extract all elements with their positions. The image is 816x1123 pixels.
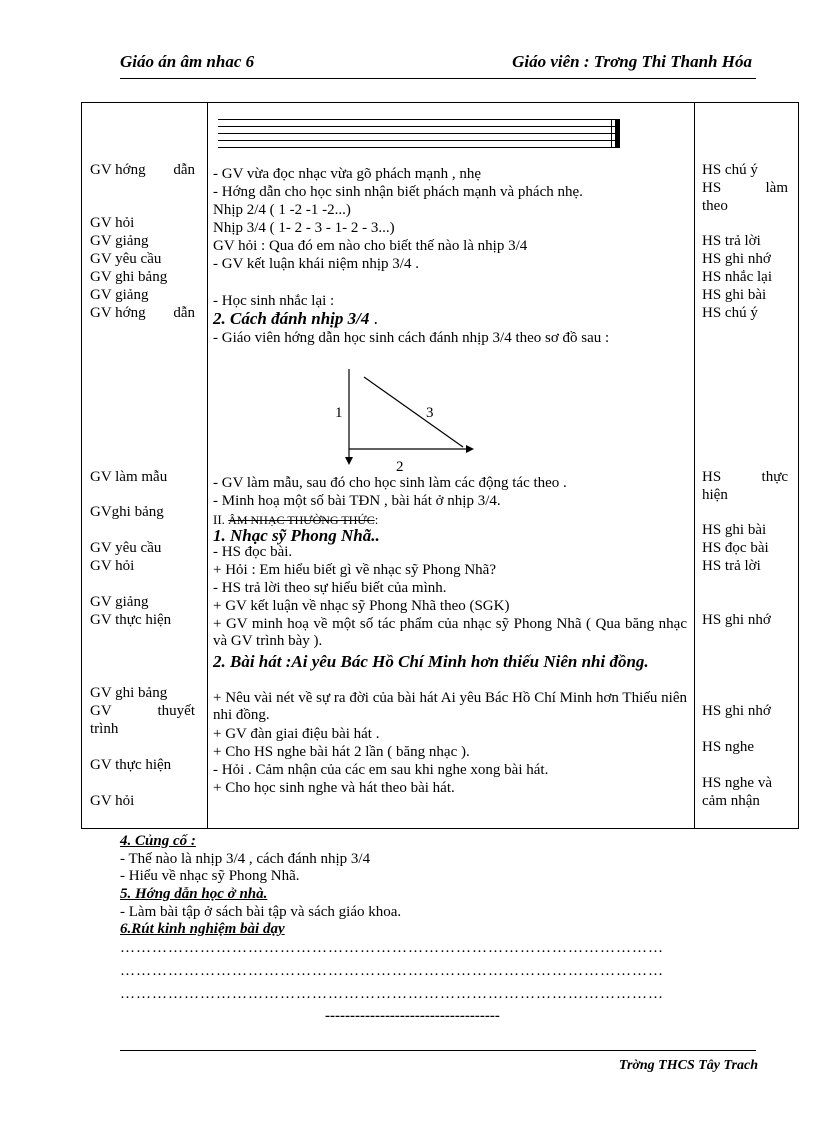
col1-trinh: trình [90,721,119,737]
col3-ghi-bai-2: HS ghi bài [702,522,767,538]
content-line-8: - Giáo viên hớng dẫn học sinh cách đánh nhịp 3/4 theo sơ đồ sau : [213,330,610,346]
content-line-9: - GV làm mẫu, sau đó cho học sinh làm các động tác theo . [213,475,567,491]
content-line-19: - Hỏi . Cảm nhận của các em sau khi nghe xong bài hát. [213,762,549,778]
diagram-beat-2: 2 [396,459,404,475]
col1-ghi-bang-2: GVghi bảng [90,504,164,520]
content-line-6: - GV kết luận khái niệm nhịp 3/4 . [213,256,419,272]
col3-nghe-va: HS nghe và [702,775,772,791]
col1-thuc-hien-1: GV thực hiện [90,612,172,628]
col1-thuyet-trinh: GV thuyết [90,703,195,719]
header-lesson-title: Giáo án âm nhac 6 [120,52,255,71]
col1-yeu-cau-1: GV yêu cầu [90,251,162,267]
col3-ghi-nho-1: HS ghi nhớ [702,251,771,267]
section-huong-dan-title: 5. Hớng dẫn học ở nhà. [120,886,268,902]
col3-ghi-bai-1: HS ghi bài [702,287,767,303]
diagram-beat-1: 1 [335,405,343,421]
dotted-line-3: ………………………………………………………………………………………… [120,986,664,1002]
col1-hoi-1: GV hỏi [90,215,135,231]
col1-ghi-bang-3: GV ghi bảng [90,685,168,701]
col3-chu-y-1: HS chú ý [702,162,758,178]
content-line-7: - Học sinh nhắc lại : [213,293,335,309]
col1-lam-mau: GV làm mẫu [90,469,168,485]
col3-ghi-nho-3: HS ghi nhớ [702,703,771,719]
col1-huong-dan-2: GV hớng dẫn [90,305,195,321]
huong-dan-line-1: - Làm bài tập ở sách bài tập và sách giáo khoa. [120,904,402,920]
content-line-15: + GV minh hoạ về một số tác phẩm của nhạc sỹ Phong Nhã ( Qua băng nhạc và GV trình bày ). [213,616,687,649]
lesson-table [81,102,799,829]
dotted-line-1: ………………………………………………………………………………………… [120,940,664,956]
section-cung-co-title: 4. Củng cố : [120,833,196,849]
col1-hoi-3: GV hỏi [90,793,135,809]
content-line-2: - Hớng dẫn cho học sinh nhận biết phách mạnh và phách nhẹ. [213,184,583,200]
section-rut-kinh-nghiem-title: 6.Rút kinh nghiệm bài dạy [120,921,285,937]
col3-theo: theo [702,198,728,214]
col1-giang-2: GV giảng [90,287,149,303]
col3-nghe: HS nghe [702,739,755,755]
col1-hoi-2: GV hỏi [90,558,135,574]
col1-ghi-bang-1: GV ghi bảng [90,269,168,285]
dotted-line-2: ………………………………………………………………………………………… [120,963,664,979]
content-line-3: Nhịp 2/4 ( 1 -2 -1 -2...) [213,202,351,218]
content-line-14: + GV kết luận về nhạc sỹ Phong Nhã theo (SGK) [213,598,510,614]
col3-tra-loi-1: HS trả lời [702,233,761,249]
col1-giang-3: GV giảng [90,594,149,610]
content-line-11: - HS đọc bài. [213,544,293,560]
col1-yeu-cau-2: GV yêu cầu [90,540,162,556]
teacher-activity-column [82,103,208,829]
staff-final-barline [615,119,620,147]
col3-nhac-lai: HS nhắc lại [702,269,772,285]
footer-school-name: Trờng THCS Tây Trach [618,1058,758,1073]
col3-lam-theo: HS làm [702,180,788,196]
diagram-beat-3: 3 [426,405,434,421]
content-line-20: + Cho học sinh nghe và hát theo bài hát. [213,780,455,796]
col3-hien: hiện [702,487,728,503]
section-am-nhac-thuong-thuc: II. ÂM NHẠC THƯỜNG THỨC: [213,512,379,527]
music-staff [218,119,620,149]
page-header [120,52,756,79]
content-line-1: - GV vừa đọc nhạc vừa gõ phách mạnh , nhẹ [213,166,481,182]
content-line-12: + Hỏi : Em hiểu biết gì về nhạc sỹ Phong Nhã? [213,562,496,578]
content-line-18: + Cho HS nghe bài hát 2 lần ( băng nhạc ). [213,744,470,760]
content-line-5: GV hỏi : Qua đó em nào cho biết thế nào là nhịp 3/4 [213,238,528,254]
footer-rule [120,1050,756,1051]
content-line-16: + Nêu vài nét về sự ra đời của bài hát Ai yêu Bác Hồ Chí Minh hơn Thiếu niên nhi đồng. [213,690,687,723]
content-line-17: + GV đàn giai điệu bài hát . [213,726,380,742]
col1-thuc-hien-2: GV thực hiện [90,757,172,773]
col3-doc-bai: HS đọc bài [702,540,769,556]
col3-thuc-hien: HS thực [702,469,788,485]
content-line-13: - HS trả lời theo sự hiểu biết của mình. [213,580,447,596]
content-line-10: - Minh hoạ một số bài TĐN , bài hát ở nhịp 3/4. [213,493,501,509]
end-separator: ----------------------------------- [325,1008,500,1024]
cung-co-line-1: - Thế nào là nhịp 3/4 , cách đánh nhịp 3/4 [120,851,371,867]
conducting-diagram-3-4 [335,365,488,475]
diagram-stroke-diagonal [364,377,463,447]
cung-co-line-2: - Hiểu về nhạc sỹ Phong Nhã. [120,868,300,884]
heading-nhac-sy-phong-nha: 1. Nhạc sỹ Phong Nhã.. [213,526,380,545]
col3-tra-loi-2: HS trả lời [702,558,761,574]
col3-chu-y-2: HS chú ý [702,305,758,321]
content-column [208,103,695,829]
col3-cam-nhan: cảm nhận [702,793,760,809]
col3-ghi-nho-2: HS ghi nhớ [702,612,771,628]
student-activity-column [695,103,799,829]
diagram-arrow-down [345,457,353,465]
heading-cach-danh-nhip: 2. Cách đánh nhịp 3/4 . [213,309,378,328]
col1-huong-dan-1: GV hớng dẫn [90,162,195,178]
header-teacher-name: Giáo viên : Trơng Thi Thanh Hóa [512,52,752,71]
content-line-4: Nhịp 3/4 ( 1- 2 - 3 - 1- 2 - 3...) [213,220,395,236]
heading-bai-hat: 2. Bài hát :Ai yêu Bác Hồ Chí Minh hơn thiếu Niên nhi đồng. [213,652,649,671]
staff-barline [611,119,612,147]
col1-giang-1: GV giảng [90,233,149,249]
diagram-arrow-right [466,445,474,453]
